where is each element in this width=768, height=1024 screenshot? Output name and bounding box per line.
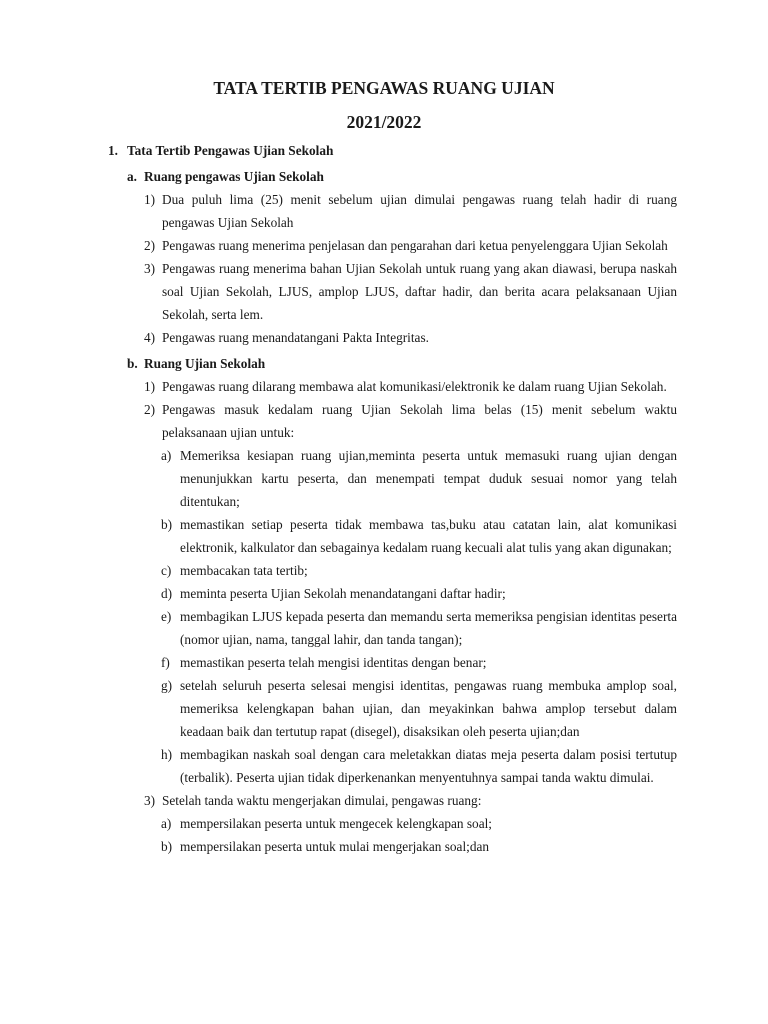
sub-list-item: c) membacakan tata tertib; [161,563,308,578]
list-item: 3) Pengawas ruang menerima bahan Ujian Sekolah untuk ruang yang akan diawasi, berupa naskah soal Ujian Sekolah, LJUS, amplop LJUS, daftar hadir, dan berita acara pelaksanaan Ujian Sekolah, serta lem. [144,261,677,322]
document-body [0,139,768,858]
document-title: TATA TERTIB PENGAWAS RUANG UJIAN [213,78,555,98]
list-item: 2) Pengawas masuk kedalam ruang Ujian Sekolah lima belas (15) menit sebelum waktu pelaksanaan ujian untuk: [144,402,677,440]
document-year: 2021/2022 [346,112,422,132]
sub-list-item: e) membagikan LJUS kepada peserta dan memandu serta memeriksa pengisian identitas peserta (nomor ujian, nama, tanggal lahir, dan tanda tangan); [161,609,677,647]
list-item: 3) Setelah tanda waktu mengerjakan dimulai, pengawas ruang: [144,793,482,808]
subsection-heading: b. Ruang Ujian Sekolah [127,356,266,371]
sub-list-item: d) meminta peserta Ujian Sekolah menandatangani daftar hadir; [161,586,506,601]
list-item: 1) Pengawas ruang dilarang membawa alat komunikasi/elektronik ke dalam ruang Ujian Sekolah. [144,379,667,394]
section-heading: 1. Tata Tertib Pengawas Ujian Sekolah [108,143,334,158]
list-item: 2) Pengawas ruang menerima penjelasan dan pengarahan dari ketua penyelenggara Ujian Sekolah [144,238,668,253]
sub-list-item: a) mempersilakan peserta untuk mengecek kelengkapan soal; [161,816,492,831]
sub-list-item: f) memastikan peserta telah mengisi identitas dengan benar; [161,655,487,670]
list-item: 1) Dua puluh lima (25) menit sebelum ujian dimulai pengawas ruang telah hadir di ruang pengawas Ujian Sekolah [144,192,677,230]
sub-list-item: b) mempersilakan peserta untuk mulai mengerjakan soal;dan [161,839,490,854]
list-item: 4) Pengawas ruang menandatangani Pakta Integritas. [144,330,429,345]
sub-list-item: g) setelah seluruh peserta selesai mengisi identitas, pengawas ruang membuka amplop soal, memeriksa kelengkapan bahan ujian, dan meyakinkan bahwa amplop tersebut dalam keadaan baik dan tertutup rapat (disegel), disaksikan oleh peserta ujian;dan [161,678,677,739]
sub-list-item: b) memastikan setiap peserta tidak membawa tas,buku atau catatan lain, alat komunikasi elektronik, kalkulator dan sebagainya kedalam ruang kecuali alat tulis yang akan digunakan; [161,517,677,555]
subsection-heading: a. Ruang pengawas Ujian Sekolah [127,169,324,184]
sub-list-item: h) membagikan naskah soal dengan cara meletakkan diatas meja peserta dalam posisi tertutup (terbalik). Peserta ujian tidak diperkenankan menyentuhnya sampai tanda waktu dimulai. [161,747,677,785]
sub-list-item: a) Memeriksa kesiapan ruang ujian,meminta peserta untuk memasuki ruang ujian dengan menunjukkan kartu peserta, dan menempati tempat duduk sesuai nomor yang telah ditentukan; [161,448,677,509]
